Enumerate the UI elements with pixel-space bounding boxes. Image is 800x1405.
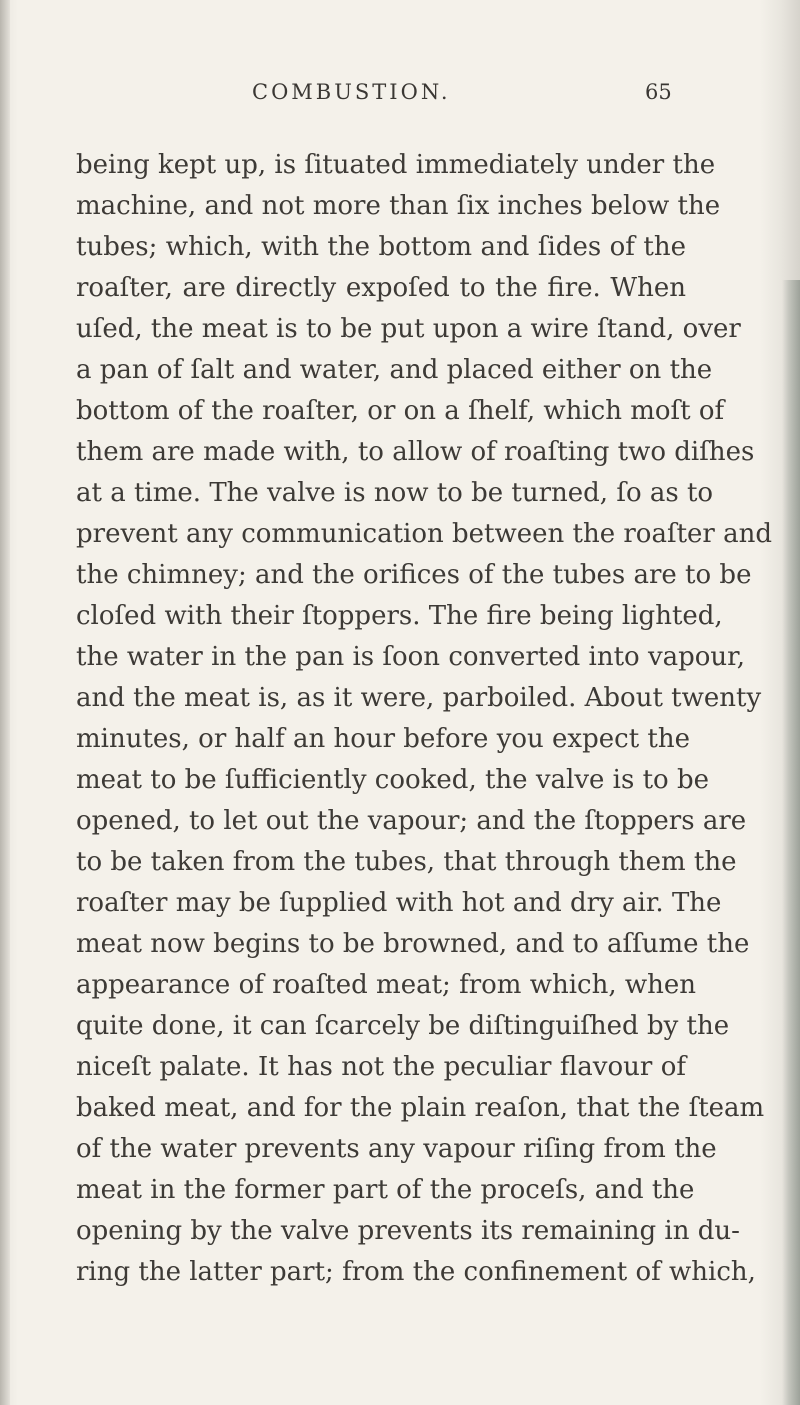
text-line: baked meat, and for the plain reaſon, that the ſteam — [76, 1093, 765, 1123]
text-line: prevent any communication between the roaſter and — [76, 519, 772, 549]
text-line: opened, to let out the vapour; and the ſtoppers are — [76, 806, 747, 836]
text-line: machine, and not more than ſix inches below the — [76, 191, 721, 221]
text-line: niceſt palate. It has not the peculiar flavour of — [76, 1052, 686, 1082]
page-header — [0, 80, 800, 120]
text-line: meat to be ſufficiently cooked, the valve is to be — [76, 765, 709, 795]
text-line: at a time. The valve is now to be turned, ſo as to — [76, 478, 714, 508]
text-line: meat in the former part of the proceſs, and the — [76, 1175, 695, 1205]
text-line: being kept up, is ſituated immediately under the — [76, 150, 716, 180]
text-line: uſed, the meat is to be put upon a wire ſtand, over — [76, 314, 741, 344]
text-line: a pan of ſalt and water, and placed either on the — [76, 355, 713, 385]
text-line: cloſed with their ſtoppers. The fire being lighted, — [76, 601, 723, 631]
text-line: meat now begins to be browned, and to aſſume the — [76, 929, 750, 959]
page-edge-shadow — [782, 280, 800, 1405]
binding-shadow — [0, 0, 10, 1405]
text-line: minutes, or half an hour before you expect the — [76, 724, 690, 754]
text-line: them are made with, to allow of roaſting two diſhes — [76, 437, 755, 467]
page-number: 65 — [645, 80, 672, 104]
text-line: of the water prevents any vapour riſing from the — [76, 1134, 717, 1164]
text-line: appearance of roaſted meat; from which, when — [76, 970, 696, 1000]
text-line: ring the latter part; from the confinement of which, — [76, 1257, 756, 1287]
text-line: the water in the pan is ſoon converted into vapour, — [76, 642, 746, 672]
text-line: roaſter may be ſupplied with hot and dry air. The — [76, 888, 722, 918]
text-line: to be taken from the tubes, that through them the — [76, 847, 737, 877]
text-line: bottom of the roaſter, or on a ſhelf, which moſt of — [76, 396, 725, 426]
text-line: and the meat is, as it were, parboiled. About twenty — [76, 683, 762, 713]
running-head: COMBUSTION. — [252, 80, 451, 104]
text-line: quite done, it can ſcarcely be diſtinguiſhed by the — [76, 1011, 730, 1041]
text-line: the chimney; and the orifices of the tubes are to be — [76, 560, 752, 590]
text-line: tubes; which, with the bottom and ſides of the — [76, 232, 686, 262]
text-line: opening by the valve prevents its remaining in du- — [76, 1216, 740, 1246]
text-line: roaſter, are directly expoſed to the fire. When — [76, 273, 686, 303]
